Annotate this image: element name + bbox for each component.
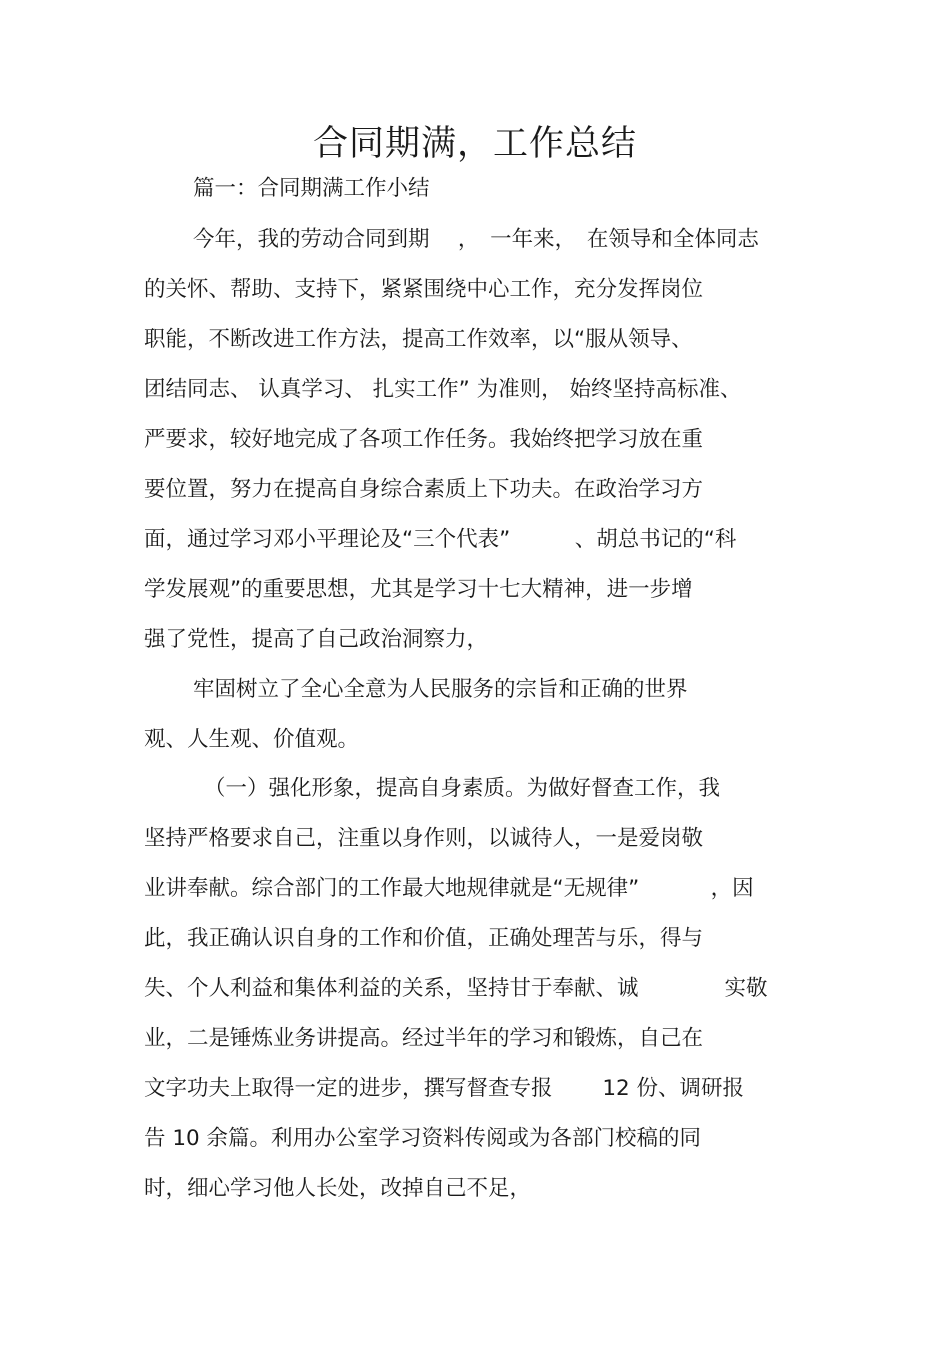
section-heading: 篇一：合同期满工作小结 [193, 176, 430, 201]
text-line: 职能，不断改进工作方法，提高工作效率，以“服从领导、 [144, 327, 693, 352]
text-line: 时，细心学习他人长处，改掉自己不足， [144, 1176, 532, 1201]
text-line: 观、人生观、价值观。 [144, 727, 360, 752]
text-line: 强了党性，提高了自己政治洞察力， [144, 627, 489, 652]
text-line: 业，二是锤炼业务讲提高。经过半年的学习和锻炼，自己在 [144, 1026, 704, 1051]
text-line: 文字功夫上取得一定的进步，撰写督查专报 12 份、调研报 [144, 1076, 745, 1101]
text-line: （一）强化形象，提高自身素质。为做好督查工作，我 [204, 776, 721, 801]
text-line: 牢固树立了全心全意为人民服务的宗旨和正确的世界 [193, 677, 688, 702]
text-line: 失、个人利益和集体利益的关系，坚持甘于奉献、诚 实敬 [144, 976, 768, 1001]
text-line: 今年，我的劳动合同到期 ， 一年来， 在领导和全体同志 [193, 227, 759, 252]
text-line: 要位置，努力在提高自身综合素质上下功夫。在政治学习方 [144, 477, 704, 502]
text-line: 面，通过学习邓小平理论及“三个代表” 、胡总书记的“科 [144, 527, 737, 552]
text-line: 的关怀、帮助、支持下，紧紧围绕中心工作，充分发挥岗位 [144, 277, 704, 302]
text-line: 告 10 余篇。利用办公室学习资料传阅或为各部门校稿的同 [144, 1126, 702, 1151]
text-line: 坚持严格要求自己，注重以身作则，以诚待人，一是爱岗敬 [144, 826, 704, 851]
text-line: 学发展观”的重要思想，尤其是学习十七大精神，进一步增 [144, 577, 693, 602]
document-title: 合同期满，工作总结 [312, 124, 637, 164]
text-line: 团结同志、 认真学习、 扎实工作” 为准则， 始终坚持高标准、 [144, 377, 742, 402]
text-line: 业讲奉献。综合部门的工作最大地规律就是“无规律” ，因 [144, 876, 754, 901]
text-line: 严要求，较好地完成了各项工作任务。我始终把学习放在重 [144, 427, 704, 452]
text-line: 此，我正确认识自身的工作和价值，正确处理苦与乐，得与 [144, 926, 704, 951]
